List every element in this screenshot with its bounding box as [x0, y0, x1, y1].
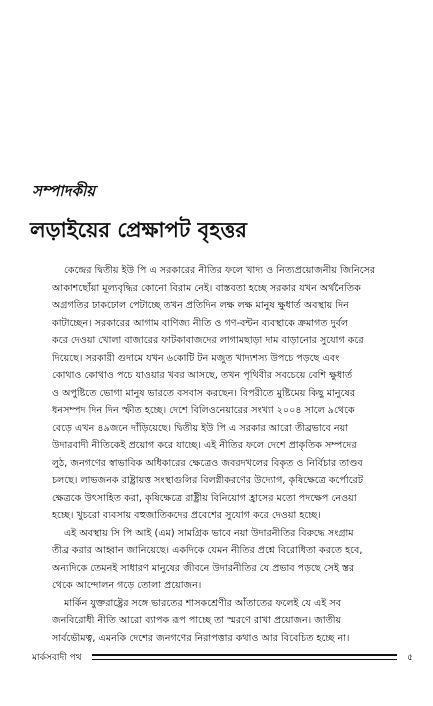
paragraph: [52, 595, 412, 648]
text-line: থেকে আন্দোলন গড়ে তোলা প্রয়োজন।: [52, 580, 202, 591]
page-footer: [32, 650, 413, 664]
text-line: কোথাও কোথাও পচে যাওয়ার খবর আসছে, তখন পৃথিবীর সবচেয়ে বেশি ক্ষুধার্ত: [52, 370, 353, 381]
text-line: বেড়ে এখন ৪৯জনে দাঁড়িয়েছে। দ্বিতীয় ইউ পি এ সরকার আরো তীব্রভাবে নয়া: [52, 422, 349, 434]
text-line: দিয়েছে। সরকারী গুদামে যখন ৬কোটি টন মজুত খাদ্যশস্য উপচে পড়ছে এবং: [52, 352, 340, 364]
text-line: তীব্র করার আহ্বান জানিয়েছে। একদিকে যেমন নীতির প্রশ্নে বিরোধিতা করতে হবে,: [52, 545, 363, 556]
page-number: ৫: [407, 652, 413, 663]
text-line: ও অপুষ্টিতে ভোগা মানুষ ভারতে বসবাস করছেন। বিপরীতে মুষ্টিমেয় কিছু মানুষের: [52, 387, 356, 399]
text-line: হচ্ছে। খুচরো ব্যবসায় বহুজাতিকদের প্রবেশের সুযোগ করে দেওয়া হচ্ছে।: [52, 510, 321, 521]
text-line: ক্ষেত্রকে উৎসাহিত করা, কৃষিক্ষেত্রে রাষ্ট্রীয় বিনিয়োগ হ্রাসের মতো পদক্ষেপ নেওয়া: [52, 492, 357, 504]
text-line: অন্যদিকে তেমনই সাধারণ মানুষের জীবনে উদারনীতির যে প্রভাব পড়ছে সেই স্তর: [52, 562, 355, 574]
text-line: এই অবস্থায় সি পি আই (এম) সামগ্রিক ভাবে নয়া উদারনীতির বিরুদ্ধে সংগ্রাম: [64, 527, 354, 539]
text-line: লুঠ, জনগণের স্বাভাবিক অধিকারের ক্ষেত্রেও জবরদখলের বিকৃত ও নির্বিচার তাণ্ডব: [52, 457, 363, 469]
article-body: [52, 262, 412, 647]
paragraph: [52, 262, 412, 525]
text-line: করে দেওয়া খোলা বাজারের ফাটকাবাজদের লাগামছাড়া দাম বাড়ানোর সুযোগ করে: [52, 335, 364, 346]
text-line: মার্কিন যুক্তরাষ্ট্রের সঙ্গে ভারতের শাসকশ্রেণীর আঁতাতের ফলেই যে এই সব: [64, 597, 342, 609]
text-line: আকাশছোঁয়া মূল্যবৃদ্ধির কোনো বিরাম নেই। বাস্তবতা হচ্ছে সরকার যখন অর্থনৈতিক: [52, 282, 361, 294]
page-title: লড়াইয়ের প্রেক্ষাপট বৃহত্তর: [30, 218, 247, 242]
text-line: ধনসম্পদ দিন দিন স্ফীত হচ্ছে। দেশে বিলিওনেয়ারের সংখ্যা ২০০৪ সালে ৯থেকে: [52, 405, 355, 416]
text-line: কাটাচ্ছেন। সরকারের আগাম বাণিজ্য নীতি ও গণ-বন্টন ব্যবস্থাকে ক্রমাগত দুর্বল: [52, 317, 349, 329]
text-line: সার্বভৌমত্ব, এমনকি দেশের জনগণের নিরাপত্তার কথাও আর বিবেচিত হচ্ছে না।: [52, 632, 350, 644]
text-line: কেন্দ্রের দ্বিতীয় ইউ পি এ সরকারের নীতির ফলে খাদ্য ও নিত্যপ্রয়োজনীয় জিনিসের: [64, 265, 376, 276]
section-label: সম্পাদকীয়: [32, 182, 96, 200]
footer-rule: [92, 654, 398, 660]
text-line: অগ্রগতির ঢাকঢোল পেটাচ্ছে তখন প্রতিদিন লক্ষ লক্ষ মানুষ ক্ষুধার্ত অবস্থায় দিন: [52, 300, 349, 311]
text-line: উদারবাদী নীতিকেই প্রয়োগ করে যাচ্ছে। এই নীতির ফলে দেশে প্রাকৃতিক সম্পদের: [52, 440, 357, 451]
footer-publication-name: মার্কসবাদী পথ: [32, 652, 82, 663]
text-line: চলছে। লাভজনক রাষ্ট্রায়ত্ত সংস্থাগুলির বিলগ্নীকরণের উদ্যোগ, কৃষিক্ষেত্রে কর্পোরেট: [52, 475, 364, 486]
paragraph: [52, 525, 412, 595]
text-line: জনবিরোধী নীতি আরো ব্যাপক রূপ পাচ্ছে তা স্মরণে রাখা প্রয়োজন। জাতীয়: [52, 615, 342, 626]
